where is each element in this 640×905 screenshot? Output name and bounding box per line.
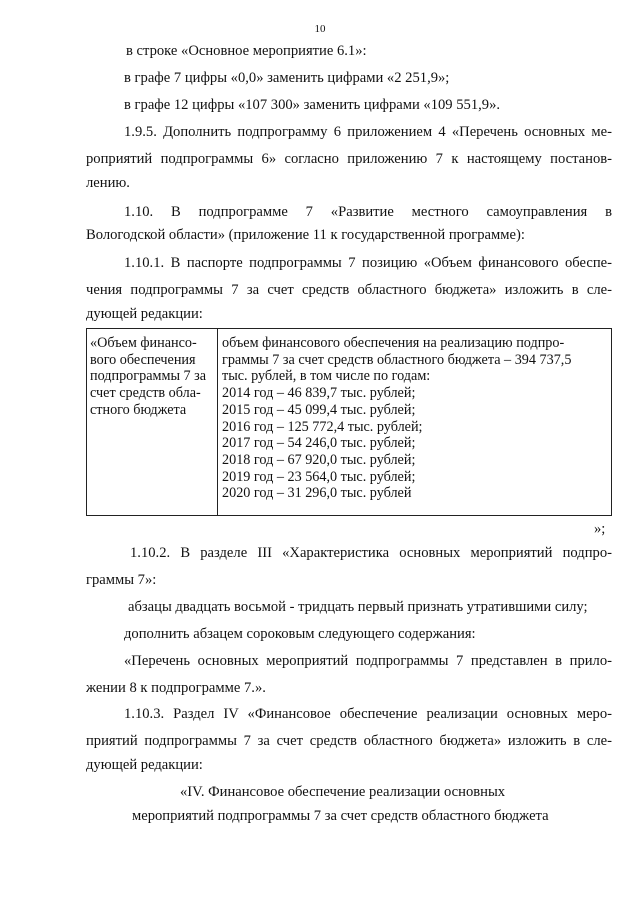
cell-line: 2019 год – 23 564,0 тыс. рублей;	[222, 468, 416, 485]
text-line: 1.10.2. В разделе III «Характеристика основных мероприятий подпро-	[130, 545, 612, 561]
table-closing-quote: »;	[594, 521, 606, 537]
cell-line: 2016 год – 125 772,4 тыс. рублей;	[222, 418, 423, 435]
passport-table	[86, 328, 612, 516]
cell-line: стного бюджета	[90, 401, 187, 418]
text-line: дополнить абзацем сороковым следующего содержания:	[124, 626, 476, 642]
text-line: жении 8 к подпрограмме 7.».	[86, 680, 266, 696]
cell-line: «Объем финансо-	[90, 335, 197, 351]
text-line: чения подпрограммы 7 за счет средств областного бюджета» изложить в сле-	[86, 282, 612, 298]
section-heading: «IV. Финансовое обеспечение реализации основных	[180, 784, 506, 800]
text-line: «Перечень основных мероприятий подпрограммы 7 представлен в прило-	[124, 653, 612, 669]
cell-line: 2020 год – 31 296,0 тыс. рублей	[222, 485, 412, 502]
section-heading: мероприятий подпрограммы 7 за счет средств областного бюджета	[132, 808, 549, 824]
text-line: 1.10.3. Раздел IV «Финансовое обеспечение реализации основных меро-	[124, 706, 612, 722]
cell-line: объем финансового обеспечения на реализацию подпро-	[222, 335, 565, 351]
text-line: приятий подпрограммы 7 за счет средств областного бюджета» изложить в сле-	[86, 733, 612, 749]
text-line: лению.	[86, 175, 130, 191]
text-line: в графе 12 цифры «107 300» заменить цифрами «109 551,9».	[124, 97, 501, 113]
cell-line: 2015 год – 45 099,4 тыс. рублей;	[222, 401, 416, 418]
table-right-cell	[222, 335, 608, 502]
cell-line: 2017 год – 54 246,0 тыс. рублей;	[222, 435, 416, 452]
text-line: дующей редакции:	[86, 757, 203, 773]
text-line: граммы 7»:	[86, 572, 157, 588]
text-line: дующей редакции:	[86, 306, 203, 322]
cell-line: 2014 год – 46 839,7 тыс. рублей;	[222, 385, 416, 402]
table-divider	[217, 329, 218, 515]
text-line: 1.10.1. В паспорте подпрограммы 7 позицию «Объем финансового обеспе-	[124, 255, 612, 271]
page-number: 10	[314, 23, 326, 35]
table-left-cell	[90, 335, 215, 419]
text-line: в графе 7 цифры «0,0» заменить цифрами «2 251,9»;	[124, 70, 450, 86]
cell-line: 2018 год – 67 920,0 тыс. рублей;	[222, 451, 416, 468]
cell-line: счет средств обла-	[90, 385, 201, 402]
cell-line: граммы 7 за счет средств областного бюджета – 394 737,5	[222, 351, 572, 368]
cell-line: тыс. рублей, в том числе по годам:	[222, 368, 431, 385]
cell-line: вого обеспечения	[90, 351, 196, 368]
text-line: в строке «Основное мероприятие 6.1»:	[126, 43, 367, 59]
cell-line: подпрограммы 7 за	[90, 368, 207, 385]
text-line: абзацы двадцать восьмой - тридцать первый признать утратившими силу;	[128, 599, 588, 615]
text-line: Вологодской области» (приложение 11 к государственной программе):	[86, 227, 525, 243]
text-line: 1.9.5. Дополнить подпрограмму 6 приложением 4 «Перечень основных ме-	[124, 124, 612, 140]
text-line: роприятий подпрограммы 6» согласно приложению 7 к настоящему постанов-	[86, 151, 612, 167]
text-line: 1.10. В подпрограмме 7 «Развитие местного самоуправления в	[124, 204, 612, 220]
